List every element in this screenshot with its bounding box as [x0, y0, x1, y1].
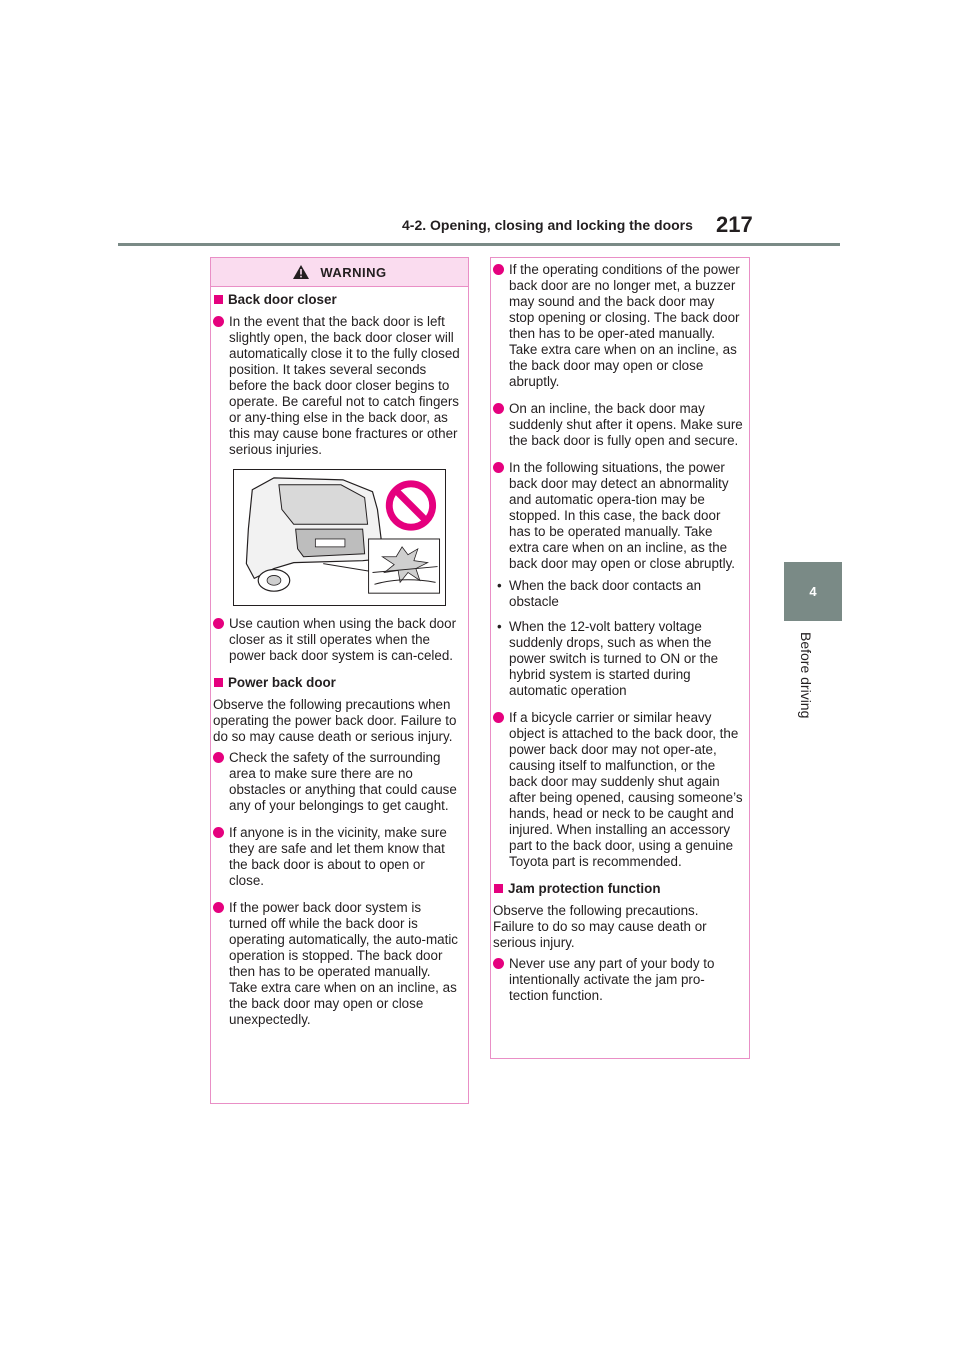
chapter-tab [784, 562, 842, 621]
bullet-text: Check the safety of the surrounding area to make sure there are no obstacles or anything that could cause any of your belongings to get caught. [229, 750, 457, 813]
car-back-door-caution-illustration [234, 470, 445, 605]
sub-bullet-mark: • [497, 619, 502, 634]
warning-triangle-icon [292, 264, 310, 280]
circle-bullet-icon [493, 712, 504, 723]
intro-paragraph: Observe the following precautions. Failure to do so may cause death or serious injury. [493, 903, 707, 950]
bullet-text: If a bicycle carrier or similar heavy object is attached to the back door, the power back door may not oper-ate, causing itself to malfunction, or the back door may suddenly shut again after being opened, causing someone’s hands, head or neck to be caught and injured. When installing an accessory part to the back door, using a genuine Toyota part is recommended. [509, 710, 743, 869]
chapter-number: 4 [809, 584, 817, 599]
header-divider [118, 243, 840, 246]
square-bullet-icon [494, 884, 503, 893]
warning-content [211, 287, 468, 1028]
sub-list-item [491, 619, 749, 699]
bullet-item [491, 460, 749, 572]
intro-paragraph: Observe the following precautions when operating the power back door. Failure to do so may cause death or serious injury. [213, 697, 457, 744]
bullet-item [211, 825, 468, 889]
circle-bullet-icon [213, 752, 224, 763]
heading-text: Power back door [228, 675, 336, 690]
square-bullet-icon [214, 295, 223, 304]
circle-bullet-icon [213, 618, 224, 629]
warning-box-right [490, 257, 750, 1059]
bullet-item [211, 900, 468, 1028]
warning-header [211, 258, 468, 287]
circle-bullet-icon [213, 827, 224, 838]
bullet-item [491, 401, 749, 449]
circle-bullet-icon [213, 316, 224, 327]
sub-list-item [491, 578, 749, 610]
section-title: 4-2. Opening, closing and locking the doors [402, 217, 693, 233]
sub-item-text: When the back door contacts an obstacle [509, 578, 702, 609]
sub-bullet-mark: • [497, 578, 502, 593]
page-number: 217 [716, 212, 753, 237]
heading-text: Jam protection function [508, 881, 661, 896]
circle-bullet-icon [493, 403, 504, 414]
bullet-item [211, 616, 468, 664]
heading-text: Back door closer [228, 292, 337, 307]
section-heading [211, 675, 468, 691]
circle-bullet-icon [493, 264, 504, 275]
sub-item-text: When the 12-volt battery voltage suddenly drops, such as when the power switch is turned to ON or the hybrid system is started during automatic operation [509, 619, 719, 698]
bullet-item [491, 262, 749, 390]
bullet-text: If the operating conditions of the power back door are no longer met, a buzzer may sound and the back door may stop opening or closing. The back door then has to be oper-ated manually. Take extra care when on an incline, as the back door may open or close abruptly. [509, 262, 740, 389]
section-heading [491, 881, 749, 897]
back-door-closer-illustration [233, 469, 446, 606]
chapter-side-label: Before driving [798, 632, 814, 719]
section-heading [211, 292, 468, 308]
circle-bullet-icon [213, 902, 224, 913]
bullet-text: Use caution when using the back door closer as it still operates when the power back door system is can-celed. [229, 616, 457, 663]
bullet-text: Never use any part of your body to intentionally activate the jam pro-tection function. [509, 956, 715, 1003]
circle-bullet-icon [493, 958, 504, 969]
bullet-text: If the power back door system is turned off while the back door is operating automatically, the auto-matic operation is stopped. The back door then has to be operated manually. Take extra care when on an incline, as the back door may open or close unexpectedly. [229, 900, 459, 1027]
bullet-item [211, 314, 468, 458]
warning-label: WARNING [320, 264, 387, 280]
circle-bullet-icon [493, 462, 504, 473]
bullet-text: On an incline, the back door may suddenly shut after it opens. Make sure the back door is fully open and secure. [509, 401, 743, 448]
bullet-text: If anyone is in the vicinity, make sure they are safe and let them know that the back door is about to open or close. [229, 825, 447, 888]
bullet-item [211, 750, 468, 814]
square-bullet-icon [214, 678, 223, 687]
bullet-text: In the event that the back door is left slightly open, the back door closer will automatically close it to the fully closed position. It takes several seconds before the back door closer begins to operate. Be careful not to catch fingers or any-thing else in the back door, as this may cause bone fractures or other serious injuries. [229, 314, 460, 457]
bullet-item [491, 956, 749, 1004]
warning-content [491, 258, 749, 1004]
bullet-item [491, 710, 749, 870]
warning-box-left [210, 257, 469, 1104]
bullet-text: In the following situations, the power back door may detect an abnormality and automatic opera-tion may be stopped. In this case, the back door has to be operated manually. Take extra care when on an incline, as the back door may open or close abruptly. [509, 460, 736, 571]
